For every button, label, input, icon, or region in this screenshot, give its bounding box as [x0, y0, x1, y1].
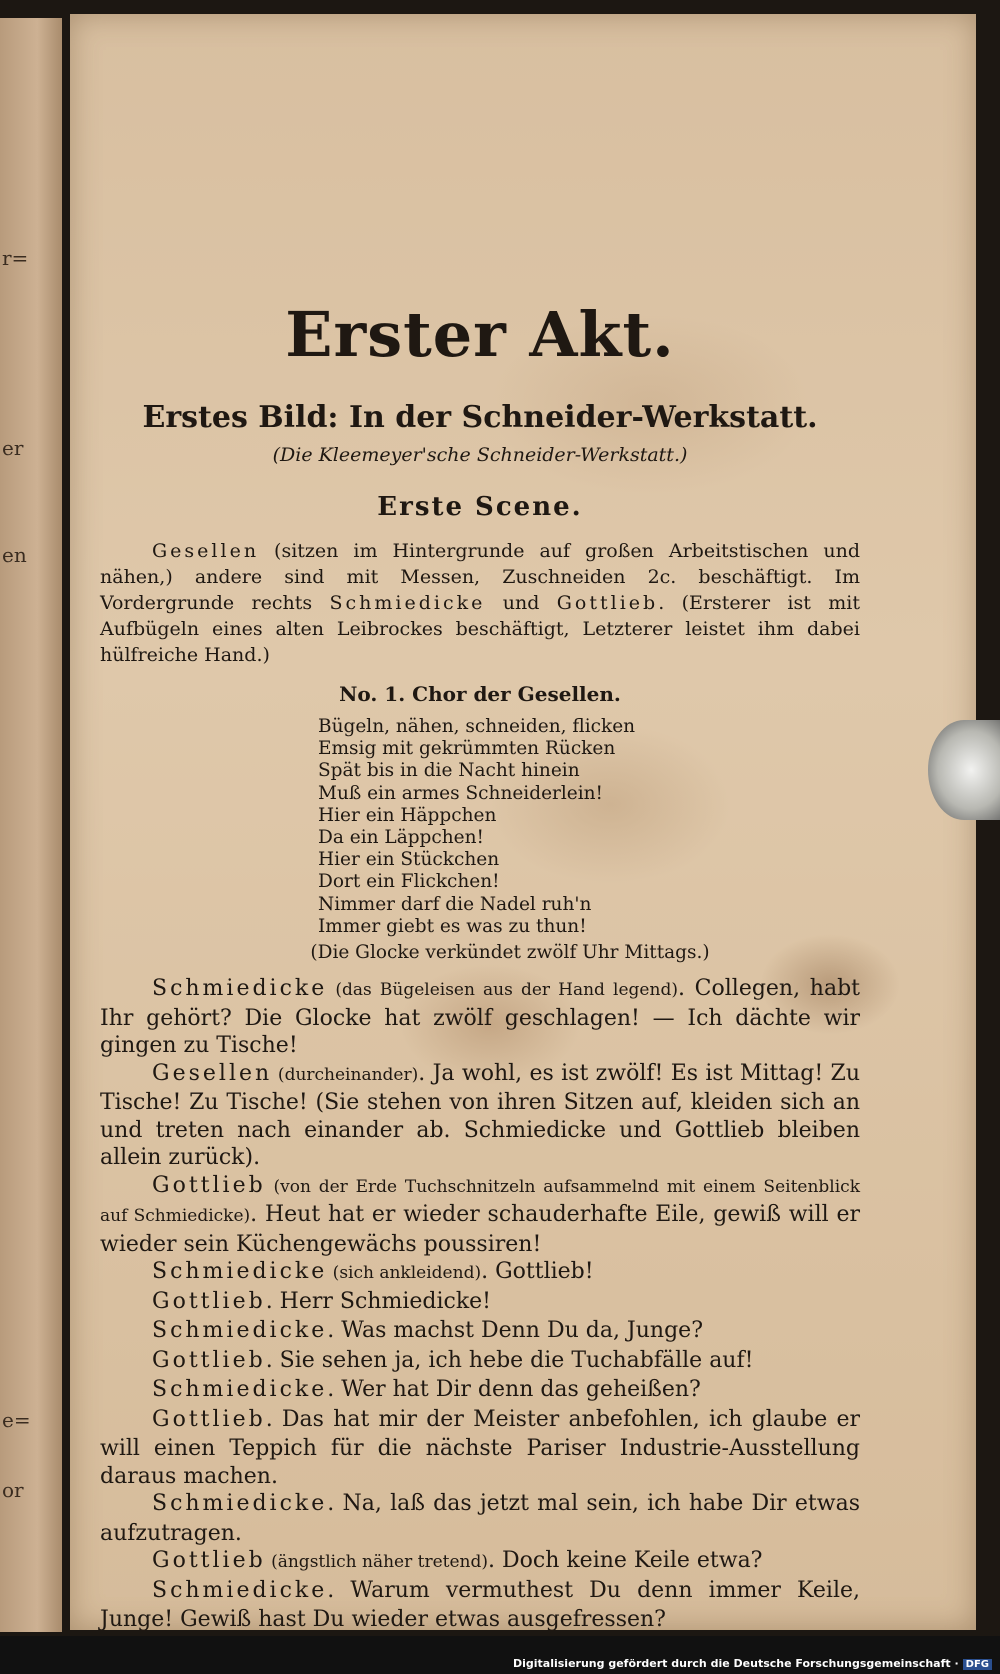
dialog-text: . Wer hat Dir denn das geheißen? — [327, 1377, 701, 1403]
dialog-text: . Das hat mir der Meister anbefohlen, ich glaube er will einen Teppich für die nächste Pariser Industrie-Ausstellung daraus machen. — [100, 1406, 860, 1489]
dialog-line — [100, 1490, 860, 1547]
verse-line: Nimmer darf die Nadel ruh'n — [318, 893, 592, 915]
stage-direction-inline: (ängstlich näher tretend) — [265, 1552, 488, 1573]
speaker-name: Schmiedicke — [152, 1491, 328, 1517]
dialog-text: . Doch keine Keile etwa? — [488, 1548, 763, 1574]
chor-title: No. 1. Chor der Gesellen. — [339, 682, 621, 706]
left-page-fragment: e= — [2, 1408, 31, 1432]
stage-direction-inline: (durcheinander) — [272, 1064, 419, 1085]
speaker-name: Schmiedicke — [152, 1318, 328, 1344]
dialog-line — [100, 1406, 860, 1491]
left-page-edge — [0, 18, 62, 1632]
dialog-line — [100, 1172, 860, 1259]
digitization-footer — [513, 1657, 992, 1670]
dfg-logo: DFG — [963, 1659, 992, 1670]
speaker-name: Gesellen — [152, 1060, 273, 1086]
verse-line: Immer giebt es was zu thun! — [318, 915, 587, 937]
speaker-name: Schmiedicke — [152, 1259, 328, 1285]
verse-note: (Die Glocke verkündet zwölf Uhr Mittags.) — [310, 942, 710, 964]
scene-subtitle: (Die Kleemeyer'sche Schneider-Werkstatt.) — [272, 444, 688, 466]
verse-block — [318, 716, 860, 938]
stage-text: . (Ersterer ist mit Aufbügeln eines alten Leibrockes beschäftigt, Letzterer leistet ihm dabei hülfreiche Hand.) — [100, 592, 860, 666]
left-page-fragment: er — [2, 436, 24, 460]
speaker-name: Gottlieb — [152, 1288, 266, 1314]
left-page-fragment: or — [2, 1478, 24, 1502]
verse-line: Spät bis in die Nacht hinein — [318, 760, 580, 782]
verse-line: Emsig mit gekrümmten Rücken — [318, 738, 616, 760]
stage-direction — [100, 538, 860, 668]
dialog-text: . Warum vermuthest Du denn immer Keile, Junge! Gewiß hast Du wieder etwas ausgefressen? — [100, 1577, 860, 1633]
speaker-name: Schmiedicke — [152, 976, 328, 1002]
verse-line: Dort ein Flickchen! — [318, 871, 500, 893]
dialog-line — [100, 1060, 860, 1172]
dialog-line — [100, 1376, 860, 1406]
dialog-line — [100, 1317, 860, 1347]
speaker-name: Gottlieb — [152, 1406, 266, 1432]
stage-direction-inline: (das Bügeleisen aus der Hand legend) — [327, 980, 678, 1001]
stage-text: (sitzen im Hintergrunde auf großen Arbeitstischen und nähen,) andere sind mit Messen, Zuschneiden 2c. beschäftigt. Im Vordergrunde rechts — [100, 540, 860, 614]
dialog-line — [100, 1347, 860, 1377]
footer-text: Digitalisierung gefördert durch die Deutsche Forschungsgemeinschaft · — [512, 1657, 959, 1670]
left-page-fragment: en — [2, 543, 27, 567]
verse-line: Hier ein Stückchen — [318, 849, 500, 871]
stage-direction-inline: (sich ankleidend) — [327, 1263, 482, 1284]
dialog-text: . Ja wohl, es ist zwölf! Es ist Mittag! Zu Tische! Zu Tische! (Sie stehen von ihren Sitzen auf, kleiden sich an und treten nach einander ab. Schmiedicke und Gottlieb bleiben allein zurück). — [100, 1060, 861, 1171]
speaker-name: Gottlieb — [556, 592, 659, 614]
stage-text: und — [485, 592, 557, 614]
speaker-name: Gottlieb — [152, 1347, 266, 1373]
dialog-text: . Was machst Denn Du da, Junge? — [327, 1318, 703, 1344]
dialog-line — [100, 1547, 860, 1577]
dialog — [100, 975, 860, 1634]
dialog-text: . Heut hat er wieder schauderhafte Eile, gewiß will er wieder sein Küchengewächs poussiren! — [100, 1202, 860, 1257]
speaker-name: Gottlieb — [152, 1548, 266, 1574]
speaker-name: Schmiedicke — [152, 1577, 328, 1603]
first-scene-heading: Erste Scene. — [377, 492, 583, 522]
dialog-text: . Herr Schmiedicke! — [265, 1288, 492, 1314]
dialog-line — [100, 1258, 860, 1288]
dialog-text: . Na, laß das jetzt mal sein, ich habe Dir etwas aufzutragen. — [100, 1491, 860, 1546]
stage-direction-inline: (von der Erde Tuchschnitzeln aufsammelnd mit einem Seitenblick auf Schmiedicke) — [100, 1176, 860, 1227]
speaker-name: Schmiedicke — [152, 1377, 328, 1403]
act-title: Erster Akt. — [285, 298, 675, 371]
verse-line: Da ein Läppchen! — [318, 827, 484, 849]
dialog-line — [100, 975, 860, 1060]
speaker-name: Schmiedicke — [329, 592, 486, 614]
verse-line: Muß ein armes Schneiderlein! — [318, 782, 603, 804]
verse-line: Hier ein Häppchen — [318, 804, 497, 826]
speaker-name: Gesellen — [152, 540, 260, 562]
dialog-line — [100, 1288, 860, 1318]
scan-border — [0, 1636, 1000, 1674]
page-content — [100, 300, 860, 1634]
dialog-text: . Sie sehen ja, ich hebe die Tuchabfälle auf! — [265, 1347, 754, 1373]
dialog-text: . Gottlieb! — [481, 1259, 594, 1285]
left-page-fragment: r= — [2, 246, 29, 270]
dialog-text: . Collegen, habt Ihr gehört? Die Glocke hat zwölf geschlagen! — Ich dächte wir gingen zu Tische! — [100, 976, 861, 1059]
dialog-line — [100, 1577, 860, 1634]
verse-line: Bügeln, nähen, schneiden, flicken — [318, 716, 636, 737]
scene-title: Erstes Bild: In der Schneider-Werkstatt. — [142, 400, 818, 435]
speaker-name: Gottlieb — [152, 1172, 266, 1198]
page-clip — [928, 720, 1000, 820]
